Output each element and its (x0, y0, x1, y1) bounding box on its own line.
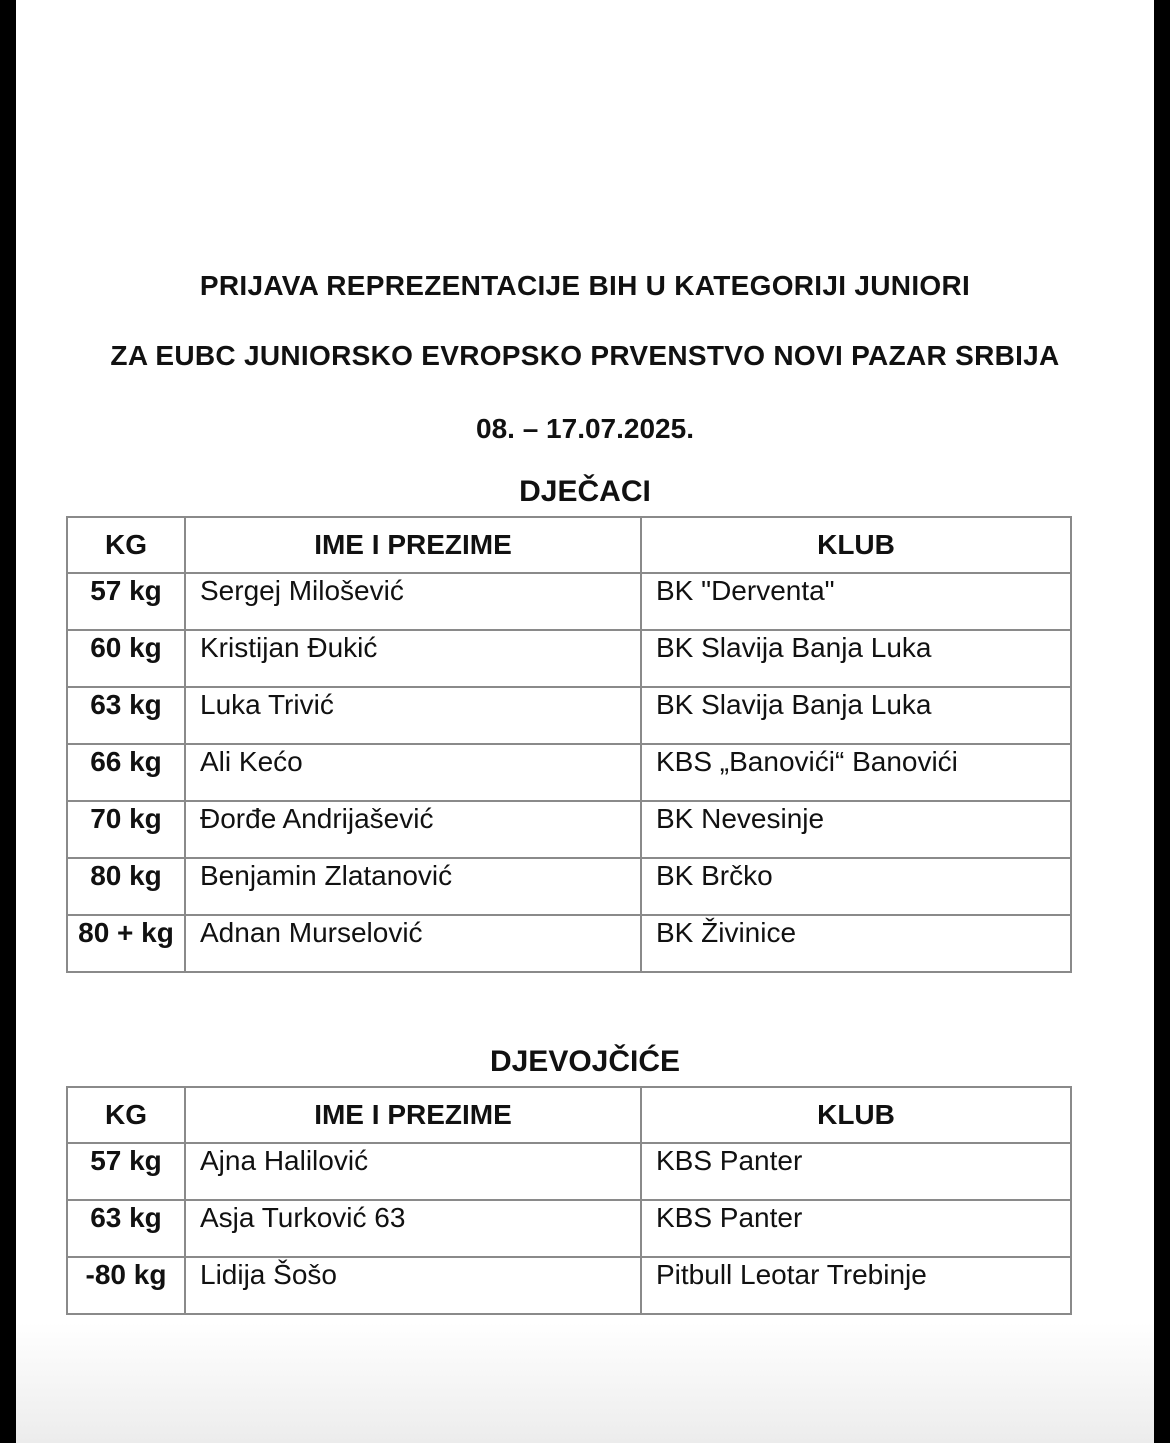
table-row (67, 858, 1071, 915)
header-club: KLUB (641, 517, 1071, 573)
weight-cell: 63 kg (67, 687, 185, 744)
girls-section-title: DJEVOJČIĆE (489, 1045, 681, 1078)
club-cell: BK Živinice (641, 915, 1071, 972)
page-bottom-shade (16, 1323, 1154, 1443)
name-cell: Sergej Milošević (185, 573, 641, 630)
weight-cell: 80 + kg (67, 915, 185, 972)
table-header-row (67, 1087, 1071, 1143)
weight-cell: 70 kg (67, 801, 185, 858)
weight-cell: 63 kg (67, 1200, 185, 1257)
document-subtitle: ZA EUBC JUNIORSKO EVROPSKO PRVENSTVO NOVI PAZAR SRBIJA (110, 340, 1060, 371)
name-cell: Ajna Halilović (185, 1143, 641, 1200)
name-cell: Kristijan Đukić (185, 630, 641, 687)
club-cell: Pitbull Leotar Trebinje (641, 1257, 1071, 1314)
table-header-row (67, 517, 1071, 573)
weight-cell: 60 kg (67, 630, 185, 687)
club-cell: KBS Panter (641, 1143, 1071, 1200)
table-row (67, 1200, 1071, 1257)
table-row (67, 1143, 1071, 1200)
club-cell: KBS „Banovići“ Banovići (641, 744, 1071, 801)
document-title: PRIJAVA REPREZENTACIJE BIH U KATEGORIJI JUNIORI (199, 270, 971, 301)
name-cell: Benjamin Zlatanović (185, 858, 641, 915)
table-row (67, 744, 1071, 801)
club-cell: BK "Derventa" (641, 573, 1071, 630)
girls-table (66, 1086, 1072, 1315)
header-kg: KG (67, 1087, 185, 1143)
table-row (67, 915, 1071, 972)
boys-section-title: DJEČACI (519, 475, 651, 508)
club-cell: KBS Panter (641, 1200, 1071, 1257)
header-kg: KG (67, 517, 185, 573)
header-name: IME I PREZIME (185, 1087, 641, 1143)
weight-cell: 66 kg (67, 744, 185, 801)
club-cell: BK Nevesinje (641, 801, 1071, 858)
name-cell: Asja Turković 63 (185, 1200, 641, 1257)
document-dates: 08. – 17.07.2025. (476, 413, 694, 444)
table-row (67, 630, 1071, 687)
weight-cell: 80 kg (67, 858, 185, 915)
name-cell: Luka Trivić (185, 687, 641, 744)
table-row (67, 687, 1071, 744)
club-cell: BK Slavija Banja Luka (641, 630, 1071, 687)
name-cell: Adnan Murselović (185, 915, 641, 972)
table-row (67, 801, 1071, 858)
name-cell: Lidija Šošo (185, 1257, 641, 1314)
weight-cell: 57 kg (67, 573, 185, 630)
header-club: KLUB (641, 1087, 1071, 1143)
club-cell: BK Brčko (641, 858, 1071, 915)
name-cell: Đorđe Andrijašević (185, 801, 641, 858)
table-row (67, 573, 1071, 630)
boys-table (66, 516, 1072, 973)
table-row (67, 1257, 1071, 1314)
weight-cell: 57 kg (67, 1143, 185, 1200)
club-cell: BK Slavija Banja Luka (641, 687, 1071, 744)
document-page (16, 0, 1154, 1443)
name-cell: Ali Kećo (185, 744, 641, 801)
header-name: IME I PREZIME (185, 517, 641, 573)
weight-cell: -80 kg (67, 1257, 185, 1314)
